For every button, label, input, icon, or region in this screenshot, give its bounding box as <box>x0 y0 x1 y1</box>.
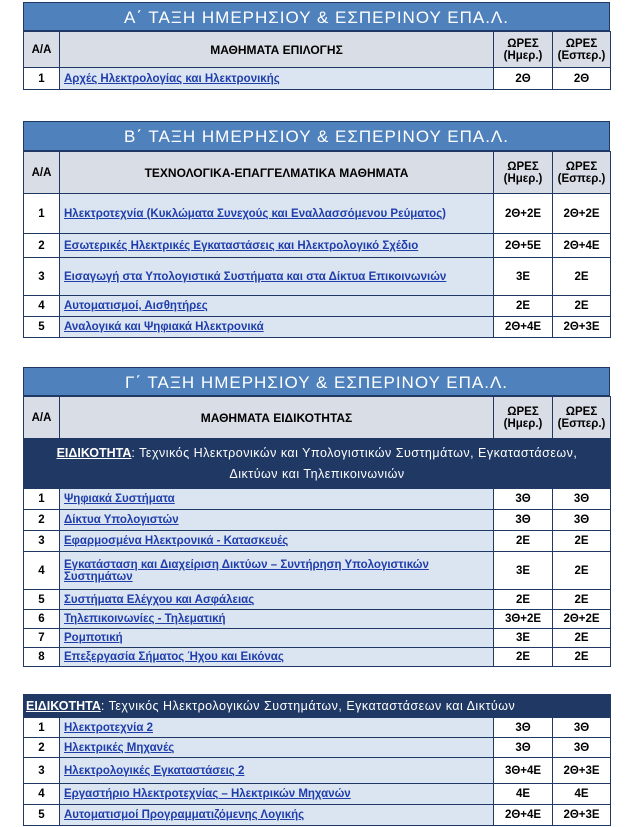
subject-name <box>60 629 494 648</box>
col-subject: ΜΑΘΗΜΑΤΑ ΕΠΙΛΟΓΗΣ <box>60 32 494 68</box>
row-number: 4 <box>24 784 60 805</box>
row-number: 1 <box>24 68 60 90</box>
col-aa: Α/Α <box>24 32 60 68</box>
hours-day: 3Ε <box>494 629 553 648</box>
table-row <box>24 510 611 531</box>
table-row <box>24 738 611 758</box>
row-number: 7 <box>24 629 60 648</box>
subject-link[interactable]: Ψηφιακά Συστήματα <box>64 493 175 505</box>
hours-eve: 2Θ+3Ε <box>553 758 611 784</box>
row-number: 2 <box>24 738 60 758</box>
grade-a-section <box>23 2 610 90</box>
subject-name <box>60 510 494 531</box>
hours-day: 3Θ <box>494 489 553 510</box>
subject-link[interactable]: Αρχές Ηλεκτρολογίας και Ηλεκτρονικής <box>64 72 280 85</box>
hours-eve: 4Ε <box>553 784 611 805</box>
hours-eve: 2Θ <box>553 68 611 90</box>
subject-link[interactable]: Εισαγωγή στα Υπολογιστικά Συστήματα και στα Δίκτυα Επικοινωνιών <box>64 270 447 283</box>
row-number: 4 <box>24 552 60 590</box>
grade-c-section <box>23 367 610 826</box>
subject-name <box>60 296 494 317</box>
subject-link[interactable]: Τηλεπικοινωνίες - Τηλεματική <box>64 613 226 625</box>
hours-day: 2Θ+2Ε <box>494 194 553 234</box>
hours-eve: 2Ε <box>553 629 611 648</box>
subject-name <box>60 784 494 805</box>
subject-link[interactable]: Αυτοματισμοί Προγραμματιζόμενης Λογικής <box>64 809 305 821</box>
subject-name <box>60 590 494 610</box>
hours-day: 4Ε <box>494 784 553 805</box>
table-row <box>24 194 611 234</box>
hours-eve: 2Θ+2Ε <box>553 194 611 234</box>
subject-name <box>60 531 494 552</box>
hours-eve: 3Θ <box>553 718 611 738</box>
subject-name <box>60 738 494 758</box>
table-row <box>24 552 611 590</box>
table-row <box>24 648 611 667</box>
hours-eve: 2Ε <box>553 648 611 667</box>
hours-eve: 2Θ+3Ε <box>553 317 611 338</box>
table-row <box>24 531 611 552</box>
hours-eve: 2Ε <box>553 552 611 590</box>
hours-day: 2Θ+4Ε <box>494 317 553 338</box>
row-number: 5 <box>24 317 60 338</box>
hours-day: 3Ε <box>494 258 553 296</box>
subject-name <box>60 758 494 784</box>
hours-day: 2Θ+4Ε <box>494 805 553 826</box>
subject-name <box>60 552 494 590</box>
specialty-title: : Τεχνικός Ηλεκτρονικών και Υπολογιστικών Συστημάτων, Εγκαταστάσεων, Δικτύων και Τηλεπικοινωνιών <box>131 445 578 481</box>
specialty-label: ΕΙΔΙΚΟΤΗΤΑ <box>26 699 101 713</box>
specialty-header <box>24 439 611 489</box>
grade-b-section <box>23 121 610 338</box>
grade-a-title: Α΄ ΤΑΞΗ ΗΜΕΡΗΣΙΟΥ & ΕΣΠΕΡΙΝΟΥ ΕΠΑ.Λ. <box>23 2 610 31</box>
hours-eve: 2Θ+4Ε <box>553 234 611 258</box>
subject-name <box>60 258 494 296</box>
grade-c-table <box>23 396 611 826</box>
table-row <box>24 610 611 629</box>
row-number: 1 <box>24 194 60 234</box>
table-row <box>24 784 611 805</box>
subject-name <box>60 718 494 738</box>
col-hours-day: ΩΡΕΣ (Ημερ.) <box>494 152 553 194</box>
hours-eve: 2Θ+3Ε <box>553 805 611 826</box>
hours-day: 2Ε <box>494 590 553 610</box>
grade-b-table <box>23 151 611 338</box>
subject-name <box>60 610 494 629</box>
subject-name <box>60 648 494 667</box>
row-number: 1 <box>24 718 60 738</box>
subject-name <box>60 805 494 826</box>
subject-link[interactable]: Εφαρμοσμένα Ηλεκτρονικά - Κατασκευές <box>64 535 289 547</box>
subject-name <box>60 317 494 338</box>
hours-eve: 2Ε <box>553 531 611 552</box>
row-number: 8 <box>24 648 60 667</box>
row-number: 2 <box>24 510 60 531</box>
subject-link[interactable]: Ηλεκτροτεχνία (Κυκλώματα Συνεχούς και Εναλλασσόμενου Ρεύματος) <box>64 207 447 220</box>
col-subject: ΜΑΘΗΜΑΤΑ ΕΙΔΙΚΟΤΗΤΑΣ <box>60 397 494 439</box>
hours-eve: 2Ε <box>553 590 611 610</box>
hours-day: 3Ε <box>494 552 553 590</box>
col-subject: ΤΕΧΝΟΛΟΓΙΚΑ-ΕΠΑΓΓΕΛΜΑΤΙΚΑ ΜΑΘΗΜΑΤΑ <box>60 152 494 194</box>
hours-eve: 3Θ <box>553 510 611 531</box>
row-number: 3 <box>24 258 60 296</box>
hours-eve: 2Ε <box>553 296 611 317</box>
hours-day: 2Ε <box>494 296 553 317</box>
table-row <box>24 234 611 258</box>
hours-eve: 2Θ+2Ε <box>553 610 611 629</box>
subject-name <box>60 234 494 258</box>
col-hours-day: ΩΡΕΣ (Ημερ.) <box>494 397 553 439</box>
col-aa: Α/Α <box>24 152 60 194</box>
subject-link[interactable]: Ηλεκτρικές Μηχανές <box>64 741 175 754</box>
hours-day: 3Θ <box>494 510 553 531</box>
row-number: 6 <box>24 610 60 629</box>
specialty-header <box>24 695 611 718</box>
table-row <box>24 258 611 296</box>
col-hours-eve: ΩΡΕΣ (Εσπερ.) <box>553 32 611 68</box>
table-row <box>24 718 611 738</box>
col-hours-day: ΩΡΕΣ (Ημερ.) <box>494 32 553 68</box>
row-number: 5 <box>24 805 60 826</box>
subject-name <box>60 68 494 90</box>
hours-eve: 2Ε <box>553 258 611 296</box>
subject-link[interactable]: Δίκτυα Υπολογιστών <box>64 514 179 526</box>
row-number: 1 <box>24 489 60 510</box>
subject-link[interactable]: Επεξεργασία Σήματος Ήχου και Εικόνας <box>64 651 284 663</box>
table-row <box>24 590 611 610</box>
table-row <box>24 805 611 826</box>
hours-day: 3Θ+2Ε <box>494 610 553 629</box>
hours-day: 3Θ+4Ε <box>494 758 553 784</box>
subject-name <box>60 194 494 234</box>
subject-link[interactable]: Ηλεκτροτεχνία 2 <box>64 721 153 734</box>
hours-day: 3Θ <box>494 718 553 738</box>
col-hours-eve: ΩΡΕΣ (Εσπερ.) <box>553 397 611 439</box>
hours-day: 3Θ <box>494 738 553 758</box>
grade-c-title: Γ΄ ΤΑΞΗ ΗΜΕΡΗΣΙΟΥ & ΕΣΠΕΡΙΝΟΥ ΕΠΑ.Λ. <box>23 367 610 396</box>
specialty-label: ΕΙΔΙΚΟΤΗΤΑ <box>56 445 132 460</box>
subject-link[interactable]: Εγκατάσταση και Διαχείριση Δικτύων – Συντήρηση Υπολογιστικών Συστημάτων <box>64 558 429 583</box>
table-row <box>24 296 611 317</box>
table-row <box>24 489 611 510</box>
row-number: 5 <box>24 590 60 610</box>
hours-day: 2Ε <box>494 531 553 552</box>
row-number: 3 <box>24 758 60 784</box>
hours-day: 2Θ <box>494 68 553 90</box>
row-number: 4 <box>24 296 60 317</box>
subject-link[interactable]: Ρομποτική <box>64 632 123 644</box>
grade-a-table <box>23 31 611 90</box>
table-row <box>24 758 611 784</box>
subject-link[interactable]: Εργαστήριο Ηλεκτροτεχνίας – Ηλεκτρικών Μηχανών <box>64 788 351 800</box>
hours-eve: 3Θ <box>553 489 611 510</box>
subject-link[interactable]: Αυτοματισμοί, Αισθητήρες <box>64 300 208 312</box>
subject-link[interactable]: Ηλεκτρολογικές Εγκαταστάσεις 2 <box>64 764 245 777</box>
row-number: 2 <box>24 234 60 258</box>
table-row <box>24 317 611 338</box>
row-number: 3 <box>24 531 60 552</box>
hours-eve: 3Θ <box>553 738 611 758</box>
col-aa: Α/Α <box>24 397 60 439</box>
subject-name <box>60 489 494 510</box>
col-hours-eve: ΩΡΕΣ (Εσπερ.) <box>553 152 611 194</box>
subject-link[interactable]: Συστήματα Ελέγχου και Ασφάλειας <box>64 593 255 606</box>
hours-day: 2Θ+5Ε <box>494 234 553 258</box>
grade-b-title: Β΄ ΤΑΞΗ ΗΜΕΡΗΣΙΟΥ & ΕΣΠΕΡΙΝΟΥ ΕΠΑ.Λ. <box>23 121 610 151</box>
subject-link[interactable]: Αναλογικά και Ψηφιακά Ηλεκτρονικά <box>64 321 264 333</box>
specialty-title: : Τεχνικός Ηλεκτρολογικών Συστημάτων, Εγκαταστάσεων και Δικτύων <box>100 699 516 713</box>
subject-link[interactable]: Εσωτερικές Ηλεκτρικές Εγκαταστάσεις και Ηλεκτρολογικό Σχέδιο <box>64 239 419 252</box>
table-row <box>24 68 611 90</box>
hours-day: 2Ε <box>494 648 553 667</box>
table-row <box>24 629 611 648</box>
